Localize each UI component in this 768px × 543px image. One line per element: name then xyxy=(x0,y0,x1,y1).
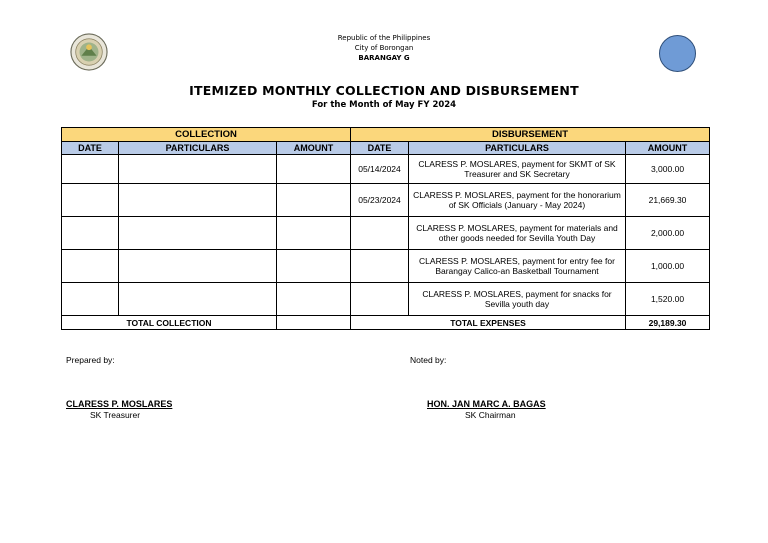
col-header-amount: AMOUNT xyxy=(277,142,351,155)
noted-by-title: SK Chairman xyxy=(465,410,516,420)
total-collection-value xyxy=(277,316,351,330)
total-collection-label: TOTAL COLLECTION xyxy=(62,316,277,330)
disb-amount: 2,000.00 xyxy=(626,217,710,250)
total-expenses-value: 29,189.30 xyxy=(626,316,710,330)
disb-particulars: CLARESS P. MOSLARES, payment for SKMT of SK Treasurer and SK Secretary xyxy=(409,155,626,184)
header-republic: Republic of the Philippines xyxy=(337,34,431,42)
table-row xyxy=(62,155,710,184)
page-title: ITEMIZED MONTHLY COLLECTION AND DISBURSEMENT xyxy=(189,83,579,98)
disb-date: 05/23/2024 xyxy=(351,184,409,217)
header-barangay: BARANGAY G xyxy=(358,54,410,62)
disb-particulars: CLARESS P. MOSLARES, payment for materials and other goods needed for Sevilla Youth Day xyxy=(409,217,626,250)
table-row xyxy=(62,217,710,250)
table-row xyxy=(62,250,710,283)
disb-date: 05/14/2024 xyxy=(351,155,409,184)
col-header-date: DATE xyxy=(62,142,119,155)
disb-amount: 21,669.30 xyxy=(626,184,710,217)
totals-row xyxy=(62,316,710,330)
col-header-disb-date: DATE xyxy=(351,142,409,155)
col-header-disb-amount: AMOUNT xyxy=(626,142,710,155)
collection-disbursement-table xyxy=(61,127,710,330)
prepared-by-title: SK Treasurer xyxy=(90,410,141,420)
total-expenses-label: TOTAL EXPENSES xyxy=(351,316,626,330)
disb-date xyxy=(351,217,409,250)
disb-amount: 3,000.00 xyxy=(626,155,710,184)
disb-date xyxy=(351,250,409,283)
collection-section-header: COLLECTION xyxy=(62,128,351,142)
prepared-by-label: Prepared by: xyxy=(66,355,115,365)
table-row xyxy=(62,184,710,217)
disb-particulars: CLARESS P. MOSLARES, payment for snacks for Sevilla youth day xyxy=(409,283,626,316)
disb-date xyxy=(351,283,409,316)
page-subtitle: For the Month of May FY 2024 xyxy=(311,100,457,110)
prepared-by-name: CLARESS P. MOSLARES xyxy=(66,399,173,409)
noted-by-label: Noted by: xyxy=(410,355,447,365)
disb-amount: 1,520.00 xyxy=(626,283,710,316)
col-header-particulars: PARTICULARS xyxy=(119,142,277,155)
table-row xyxy=(62,283,710,316)
disbursement-section-header: DISBURSEMENT xyxy=(351,128,710,142)
disb-particulars: CLARESS P. MOSLARES, payment for entry fee for Barangay Calico-an Basketball Tournament xyxy=(409,250,626,283)
header-city: City of Borongan xyxy=(354,44,414,52)
disb-particulars: CLARESS P. MOSLARES, payment for the honorarium of SK Officials (January - May 2024) xyxy=(409,184,626,217)
disb-amount: 1,000.00 xyxy=(626,250,710,283)
col-header-disb-particulars: PARTICULARS xyxy=(409,142,626,155)
noted-by-name: HON. JAN MARC A. BAGAS xyxy=(427,399,546,409)
